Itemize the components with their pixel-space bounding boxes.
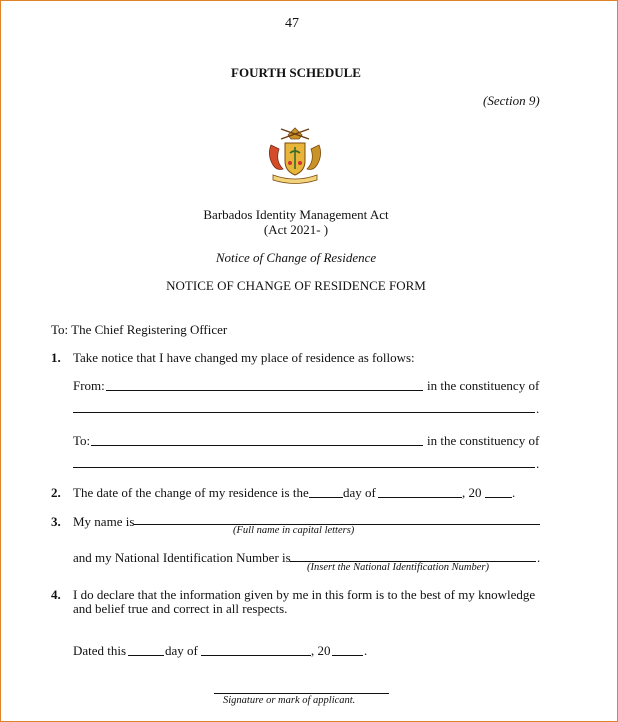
item-1-number: 1.	[51, 350, 61, 365]
from-address-field[interactable]	[106, 390, 423, 391]
act-title: Barbados Identity Management Act	[203, 207, 389, 222]
dated-end-dot: .	[364, 643, 368, 658]
dated-label: Dated this	[73, 643, 127, 658]
act-number: (Act 2021- )	[263, 222, 329, 237]
dated-day-of: day of	[165, 643, 198, 658]
to-constituency-field[interactable]	[73, 467, 535, 468]
nin-end-dot: .	[537, 550, 541, 565]
form-title: NOTICE OF CHANGE OF RESIDENCE FORM	[166, 278, 426, 293]
to-end-dot: .	[536, 456, 540, 471]
barbados-coat-of-arms-icon	[263, 125, 327, 187]
full-name-caption: (Full name in capital letters)	[233, 525, 355, 536]
signature-field[interactable]	[214, 693, 389, 694]
item-2-end-dot: .	[512, 485, 516, 500]
declaration-line-1: I do declare that the information given by me in this form is to the best of my knowledge	[73, 587, 536, 602]
to-label: To:	[73, 433, 91, 448]
item-1-text: Take notice that I have changed my place of residence as follows:	[73, 350, 415, 365]
item-2-year-prefix: , 20	[462, 485, 482, 500]
from-constituency-label: in the constituency of	[427, 378, 540, 393]
item-3-number: 3.	[51, 514, 61, 529]
dated-year-prefix: , 20	[311, 643, 331, 658]
schedule-heading: FOURTH SCHEDULE	[231, 65, 361, 80]
from-end-dot: .	[536, 401, 540, 416]
to-address-field[interactable]	[91, 445, 423, 446]
from-label: From:	[73, 378, 105, 393]
nin-caption: (Insert the National Identification Number)	[307, 562, 489, 573]
signature-caption: Signature or mark of applicant.	[223, 695, 356, 706]
item-2-text: The date of the change of my residence is the	[73, 485, 309, 500]
dated-month-field[interactable]	[201, 655, 311, 656]
name-label: My name is	[73, 514, 135, 529]
addressee-line: To: The Chief Registering Officer	[51, 322, 228, 337]
to-constituency-label: in the constituency of	[427, 433, 540, 448]
dated-year-field[interactable]	[332, 655, 363, 656]
residence-day-field[interactable]	[309, 497, 343, 498]
residence-year-field[interactable]	[485, 497, 512, 498]
nin-label: and my National Identification Number is	[73, 550, 291, 565]
declaration-line-2: and belief true and correct in all respects.	[73, 601, 288, 616]
item-2-number: 2.	[51, 485, 61, 500]
section-reference: (Section 9)	[483, 93, 540, 108]
dated-day-field[interactable]	[128, 655, 164, 656]
page-number: 47	[285, 16, 299, 31]
notice-title: Notice of Change of Residence	[215, 250, 377, 265]
from-constituency-field[interactable]	[73, 412, 535, 413]
residence-month-field[interactable]	[378, 497, 462, 498]
item-4-number: 4.	[51, 587, 61, 602]
item-2-day-of: day of	[343, 485, 376, 500]
